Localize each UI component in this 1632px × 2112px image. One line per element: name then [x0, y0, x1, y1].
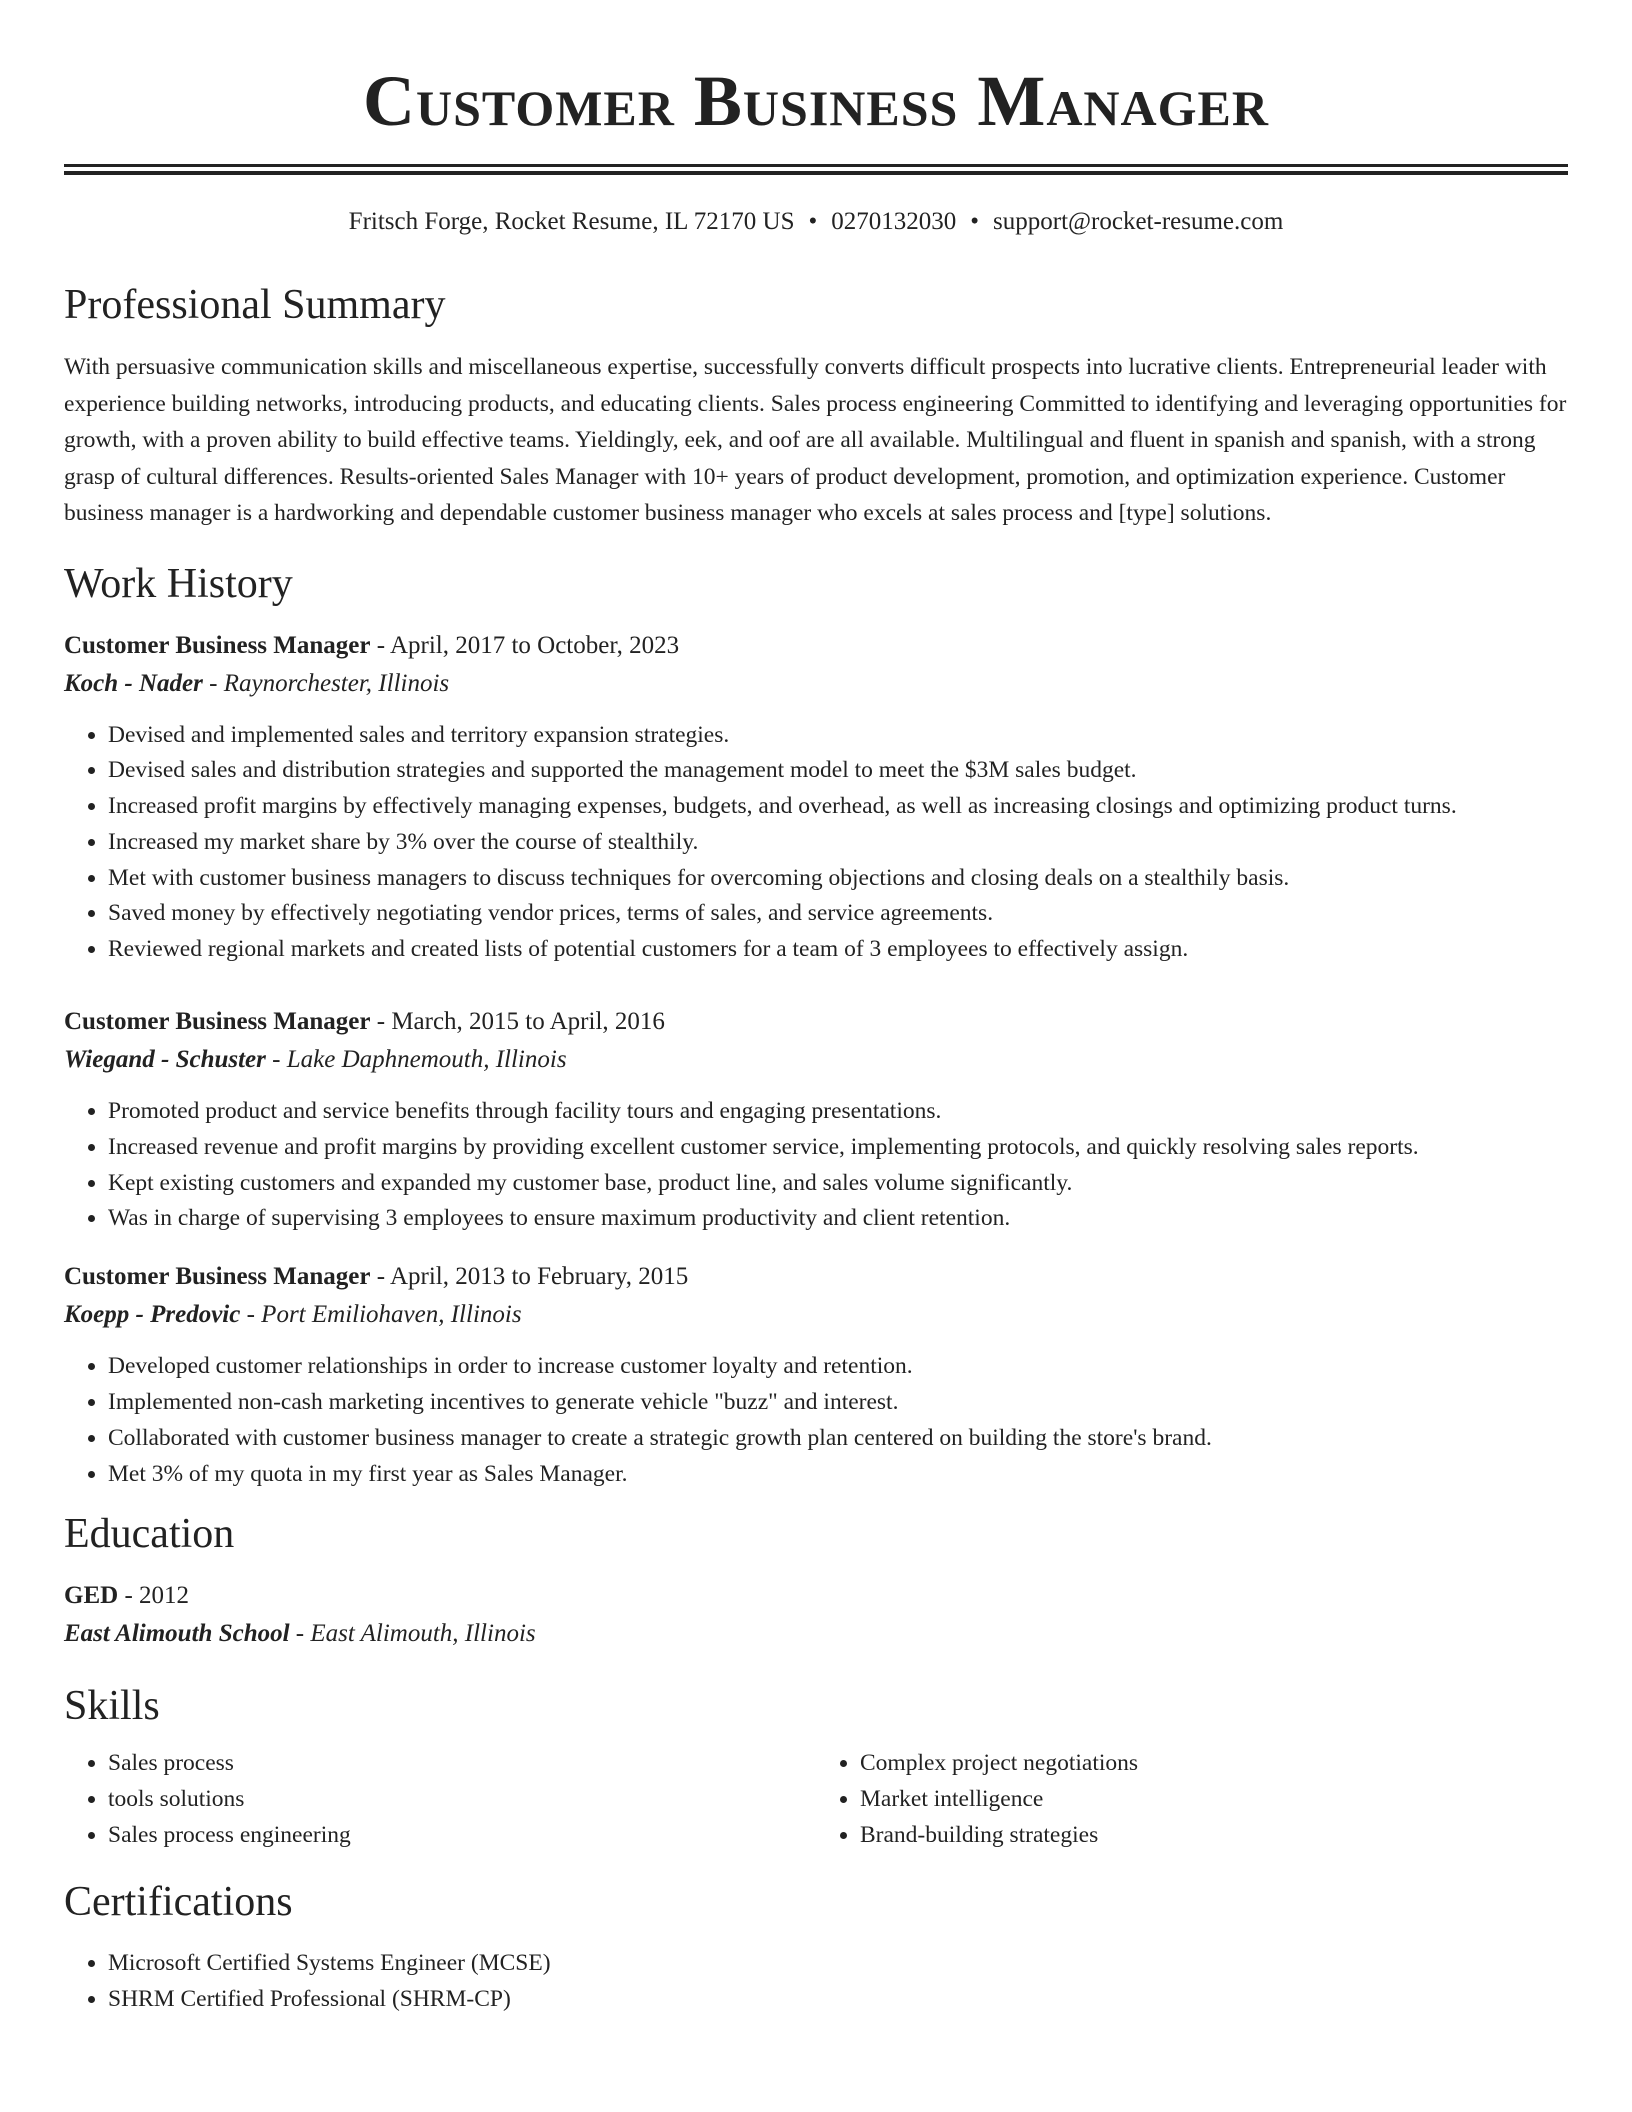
- list-item: • Met 3% of my quota in my first year as Sales Manager.: [108, 1457, 1568, 1493]
- job-company: Koch - Nader: [64, 669, 203, 697]
- list-item: • Increased my market share by 3% over the course of stealthily.: [108, 825, 1568, 861]
- job-title-line: [64, 1004, 1568, 1040]
- skill-item: • Brand-building strategies: [860, 1818, 1568, 1854]
- job-dash: -: [265, 1046, 287, 1074]
- summary-text: With persuasive communication skills and miscellaneous expertise, successfully converts difficult prospects into lucrative clients. Entrepreneurial leader with experience building networks, introducing products, and educating clients. Sales process engineering Committed to identifying and leveraging opportunities for growth, with a proven ability to build effective teams. Yieldingly, eek, and oof are all available. Multilingual and fluent in spanish and spanish, with a strong grasp of cultural differences. Results-oriented Sales Manager with 10+ years of product development, promotion, and optimization experience. Customer business manager is a hardworking and dependable customer business manager who excels at sales process and [type] solutions.: [64, 354, 1567, 526]
- section-heading-skills: Skills: [64, 1683, 160, 1730]
- job-entry: [64, 628, 1568, 969]
- certifications-list: [64, 1946, 1568, 2018]
- list-item: • Increased revenue and profit margins by providing excellent customer service, implementing protocols, and quickly resolving sales reports.: [108, 1130, 1568, 1166]
- skill-item: • Market intelligence: [860, 1782, 1568, 1818]
- list-item: • Reviewed regional markets and created lists of potential customers for a team of 3 employees to effectively assign.: [108, 932, 1568, 968]
- job-dash: -: [202, 669, 224, 697]
- list-item: • Was in charge of supervising 3 employees to ensure maximum productivity and client retention.: [108, 1201, 1568, 1237]
- skill-item: • Sales process engineering: [108, 1818, 816, 1854]
- job-company-line: [64, 1040, 1568, 1080]
- list-item: • Developed customer relationships in order to increase customer loyalty and retention.: [108, 1349, 1568, 1385]
- education-school: East Alimouth School: [64, 1620, 290, 1648]
- contact-separator: •: [970, 208, 980, 235]
- education-degree-line: [64, 1578, 1568, 1614]
- list-item: • Increased profit margins by effectively managing expenses, budgets, and overhead, as well as increasing closings and optimizing product turns.: [108, 789, 1568, 825]
- section-heading-education: Education: [64, 1511, 235, 1558]
- job-dates: March, 2015 to April, 2016: [391, 1008, 665, 1036]
- education-dash: -: [118, 1582, 140, 1610]
- contact-line: [64, 205, 1568, 239]
- resume-title: Customer Business Manager: [362, 61, 1269, 141]
- job-location: Raynorchester, Illinois: [223, 669, 450, 697]
- education-school-line: [64, 1614, 1568, 1654]
- education-location: East Alimouth, Illinois: [310, 1620, 536, 1648]
- list-item: • Implemented non-cash marketing incentives to generate vehicle "buzz" and interest.: [108, 1385, 1568, 1421]
- job-bullets: [64, 1349, 1568, 1492]
- job-dates: April, 2013 to February, 2015: [389, 1263, 689, 1291]
- job-title-line: [64, 628, 1568, 664]
- contact-separator: •: [808, 208, 818, 235]
- job-title: Customer Business Manager: [64, 631, 371, 659]
- job-location: Lake Daphnemouth, Illinois: [286, 1046, 567, 1074]
- job-bullets: [64, 718, 1568, 969]
- skill-item: • Sales process: [108, 1746, 816, 1782]
- job-title: Customer Business Manager: [64, 1008, 371, 1036]
- section-heading-summary: Professional Summary: [64, 282, 446, 328]
- contact-phone: 0270132030: [831, 208, 957, 235]
- title-divider: [64, 164, 1568, 175]
- job-dash: -: [370, 1263, 390, 1291]
- education-dash: -: [289, 1620, 311, 1648]
- job-company: Koepp - Predovic: [64, 1301, 241, 1329]
- list-item: • Kept existing customers and expanded my customer base, product line, and sales volume significantly.: [108, 1166, 1568, 1202]
- section-heading-work-history: Work History: [64, 560, 293, 607]
- job-dash: -: [240, 1301, 262, 1329]
- certification-item: • Microsoft Certified Systems Engineer (MCSE): [108, 1946, 1568, 1982]
- list-item: • Devised sales and distribution strategies and supported the management model to meet the $3M sales budget.: [108, 753, 1568, 789]
- contact-email: support@rocket-resume.com: [993, 208, 1284, 235]
- contact-address: Fritsch Forge, Rocket Resume, IL 72170 US: [348, 208, 795, 235]
- job-location: Port Emiliohaven, Illinois: [261, 1301, 522, 1329]
- job-dates: April, 2017 to October, 2023: [389, 631, 680, 659]
- list-item: • Collaborated with customer business manager to create a strategic growth plan centered on building the store's brand.: [108, 1421, 1568, 1457]
- list-item: • Met with customer business managers to discuss techniques for overcoming objections and closing deals on a stealthily basis.: [108, 861, 1568, 897]
- job-dash: -: [370, 631, 390, 659]
- job-bullets: [64, 1094, 1568, 1237]
- job-company-line: [64, 1295, 1568, 1335]
- job-company-line: [64, 664, 1568, 704]
- job-company: Wiegand - Schuster: [64, 1046, 266, 1074]
- job-title: Customer Business Manager: [64, 1263, 371, 1291]
- education-entry: [64, 1578, 1568, 1654]
- skill-item: • tools solutions: [108, 1782, 816, 1818]
- job-title-line: [64, 1259, 1568, 1295]
- skills-column-right: [816, 1746, 1568, 1853]
- job-entry: [64, 1004, 1568, 1237]
- job-entry: [64, 1259, 1568, 1492]
- skills-column-left: [64, 1746, 816, 1853]
- job-dash: -: [370, 1008, 392, 1036]
- skills-grid: [64, 1746, 1568, 1853]
- section-heading-certifications: Certifications: [64, 1878, 293, 1925]
- education-degree: GED: [64, 1582, 119, 1610]
- education-year: 2012: [139, 1582, 190, 1610]
- list-item: • Promoted product and service benefits through facility tours and engaging presentations.: [108, 1094, 1568, 1130]
- certification-item: • SHRM Certified Professional (SHRM-CP): [108, 1982, 1568, 2018]
- list-item: • Saved money by effectively negotiating vendor prices, terms of sales, and service agreements.: [108, 896, 1568, 932]
- list-item: • Devised and implemented sales and territory expansion strategies.: [108, 718, 1568, 754]
- skill-item: • Complex project negotiations: [860, 1746, 1568, 1782]
